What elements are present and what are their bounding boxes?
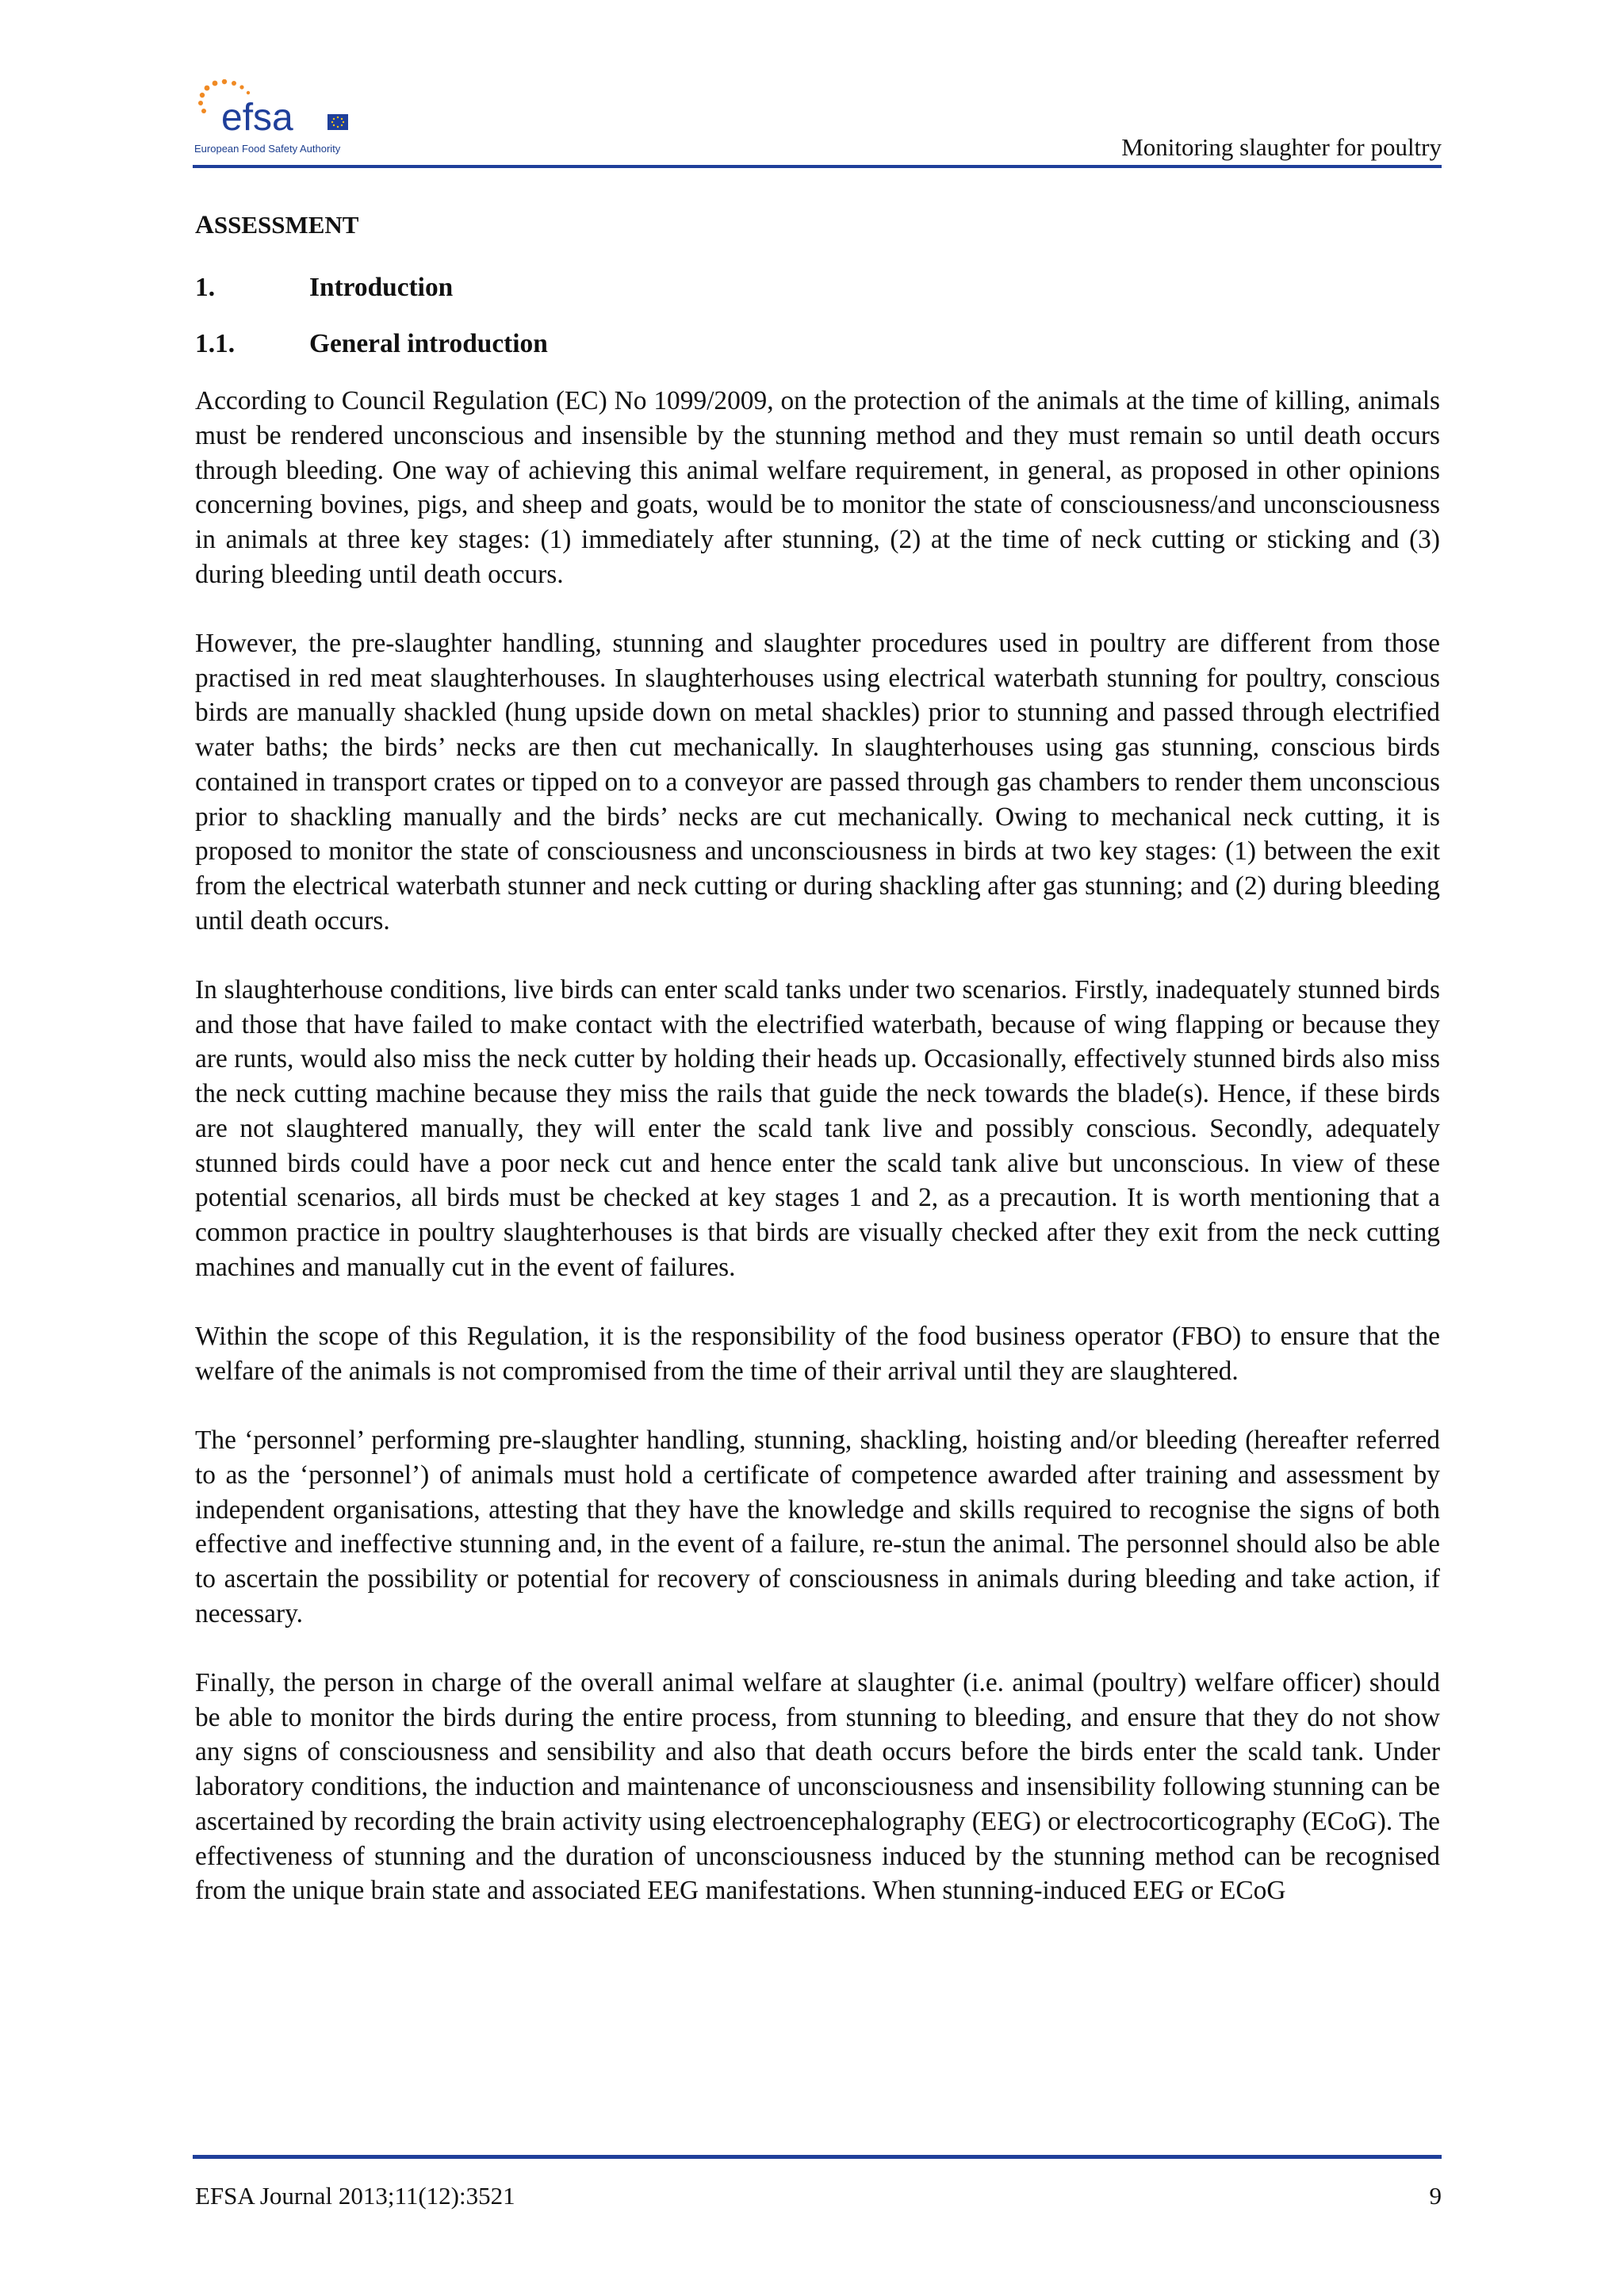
footer-journal-citation: EFSA Journal 2013;11(12):3521 xyxy=(195,2182,515,2210)
paragraph: Finally, the person in charge of the overall animal welfare at slaughter (i.e. animal (poultry) welfare officer) should be able to monitor the birds during the entire process, from stunning to bleeding, and ensure that they do not show any signs of consciousness and sensibility and also that death occurs before the birds enter the scald tank. Under laboratory conditions, the induction and maintenance of unconsciousness and insensibility following stunning can be ascertained by recording the brain activity using electroencephalography (EEG) or electrocorticography (ECoG). The effectiveness of stunning and the duration of unconsciousness induced by the stunning method can be recognised from the unique brain state and associated EEG manifestations. When stunning-induced EEG or ECoG xyxy=(195,1668,1440,1906)
heading-number: 1.1. xyxy=(195,329,236,359)
footer-rule xyxy=(193,2155,1442,2159)
running-title: Monitoring slaughter for poultry xyxy=(1121,133,1442,161)
paragraph: However, the pre-slaughter handling, stunning and slaughter procedures used in poultry are different from those practised in red meat slaughterhouses. In slaughterhouses using electrical waterbath stunning for poultry, conscious birds are manually shackled (hung upside down on metal shackles) prior to stunning and passed through electrified water baths; the birds’ necks are then cut mechanically. In slaughterhouses using gas stunning, conscious birds contained in transport crates or tipped on to a conveyor are passed through gas chambers to render them unconscious prior to shackling manually and the birds’ necks are cut mechanically. Owing to mechanical neck cutting, it is proposed to monitor the state of consciousness and unconsciousness in birds at two key stages: (1) between the exit from the electrical waterbath stunner and neck cutting or during shackling after gas stunning; and (2) during bleeding until death occurs. xyxy=(195,629,1440,936)
heading-introduction xyxy=(195,270,1440,305)
paragraph: According to Council Regulation (EC) No 1099/2009, on the protection of the animals at the time of killing, animals must be rendered unconscious and insensible by the stunning method and they must remain so until death occurs through bleeding. One way of achieving this animal welfare requirement, in general, as proposed in other opinions concerning bovines, pigs, and sheep and goats, would be to monitor the state of consciousness/and unconsciousness in animals at three key stages: (1) immediately after stunning, (2) at the time of neck cutting or sticking and (3) during bleeding until death occurs. xyxy=(195,386,1440,589)
paragraph: The ‘personnel’ performing pre-slaughter handling, stunning, shackling, hoisting and/or bleeding (hereafter referred to as the ‘personnel’) of animals must hold a certificate of competence awarded after training and assessment by independent organisations, attesting that they have the knowledge and skills required to recognise the signs of both effective and ineffective stunning and, in the event of a failure, re-stun the animal. The personnel should also be able to ascertain the possibility or potential for recovery of consciousness in animals during bleeding and take action, if necessary. xyxy=(195,1425,1440,1628)
logo-wordmark: efsa xyxy=(221,97,293,139)
logo-tagline: European Food Safety Authority xyxy=(194,143,341,155)
paragraph: In slaughterhouse conditions, live birds can enter scald tanks under two scenarios. Firstly, inadequately stunned birds and those that have failed to make contact with the electrified waterbath, because of wing flapping or because they are runts, would also miss the neck cutter by holding their heads up. Occasionally, effectively stunned birds also miss the neck cutting machine because they miss the rails that guide the neck towards the blade(s). Hence, if these birds are not slaughtered manually, they will enter the scald tank live and possibly conscious. Secondly, adequately stunned birds could have a poor neck cut and hence enter the scald tank alive but unconscious. In view of these potential scenarios, all birds must be checked at key stages 1 and 2, as a precaution. It is worth mentioning that a common practice in poultry slaughterhouses is that birds are visually checked after they exit from the neck cutting machines and manually cut in the event of failures. xyxy=(195,975,1440,1282)
heading-general-introduction xyxy=(195,327,1440,362)
section-label: ASSESSMENT xyxy=(195,211,359,239)
efsa-logo-graphic xyxy=(193,79,367,143)
heading-title: Introduction xyxy=(309,272,454,302)
paragraph: Within the scope of this Regulation, it is the responsibility of the food business operator (FBO) to ensure that the welfare of the animals is not compromised from the time of their arrival until they are slaughtered. xyxy=(195,1322,1440,1386)
efsa-logo xyxy=(193,79,367,159)
heading-number: 1. xyxy=(195,272,216,302)
page-number: 9 xyxy=(1429,2182,1442,2210)
document-body xyxy=(195,208,1440,1943)
heading-title: General introduction xyxy=(309,329,548,359)
header-rule xyxy=(193,165,1442,168)
